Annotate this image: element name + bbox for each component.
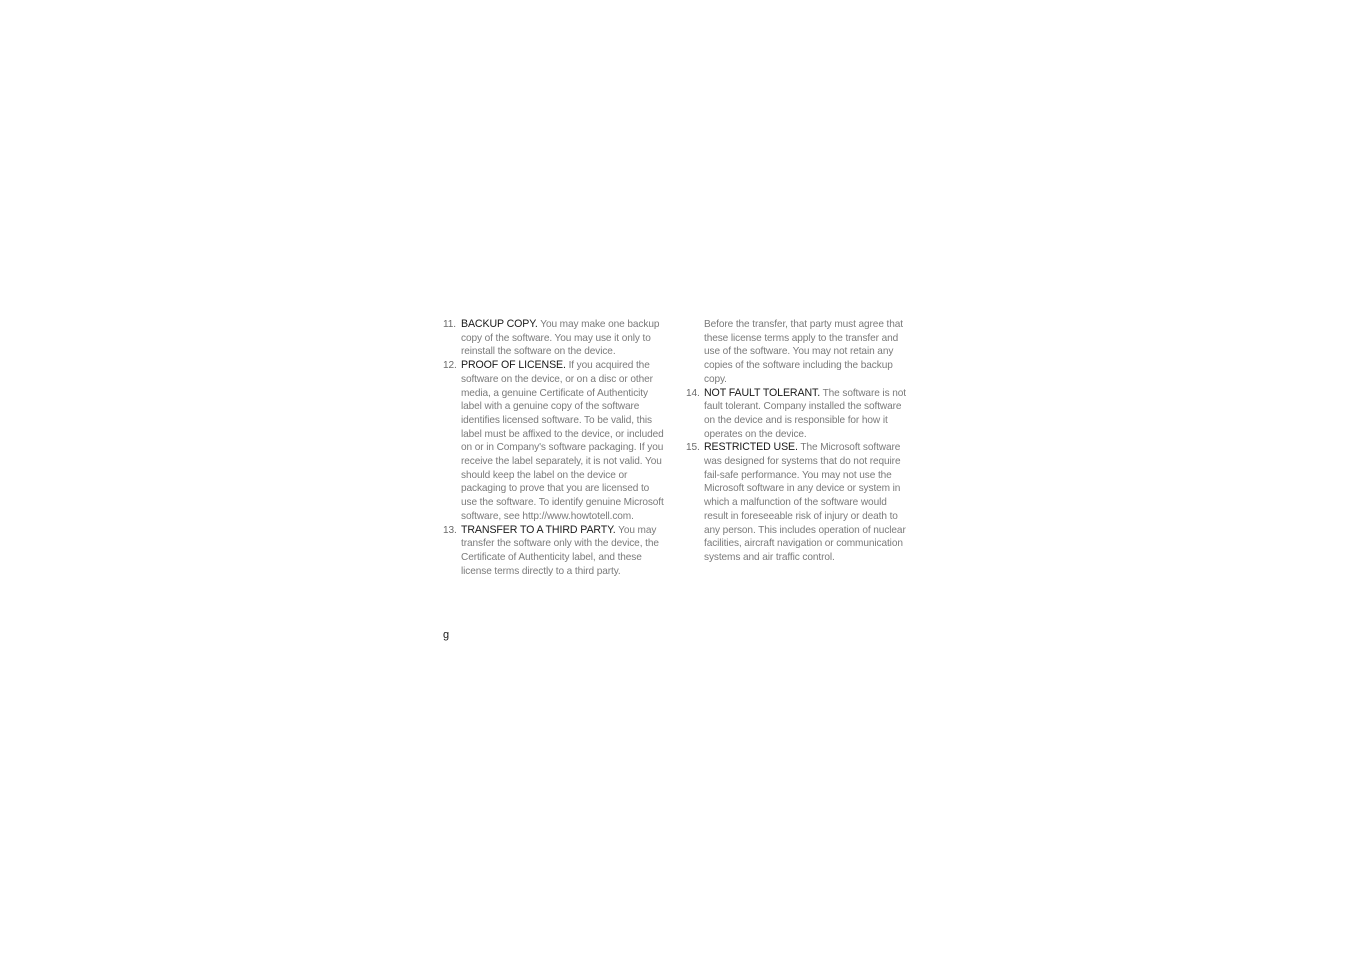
clause-number: 14. xyxy=(686,387,700,399)
clause-13-continuation: Before the transfer, that party must agree that these license terms apply to the transfer and use of the software. You may not retain any copies of the software including the backup copy. xyxy=(704,319,903,385)
clause-body: The Microsoft software was designed for systems that do not require fail-safe performance. You may not use the Microsoft software in any device or system in which a malfunction of the software would result in foreseeable risk of injury or death to any person. This includes operation of nuclear facilities, aircraft navigation or communication systems and air traffic control. xyxy=(704,442,906,563)
clause-11 xyxy=(443,318,665,359)
clause-heading: TRANSFER TO A THIRD PARTY. xyxy=(461,523,616,536)
clause-number: 13. xyxy=(443,524,457,536)
clause-body: You may make one backup copy of the software. You may use it only to reinstall the software on the device. xyxy=(461,319,660,358)
clause-heading: NOT FAULT TOLERANT. xyxy=(704,386,821,399)
right-column xyxy=(686,318,908,565)
clause-body: If you acquired the software on the device, or on a disc or other media, a genuine Certificate of Authenticity label with a genuine copy of the software identifies licensed software. To be valid, this label must be affixed to the device, or included on or in Company's software packaging. If you receive the label separately, it is not valid. You should keep the label on the device or packaging to prove that you are licensed to use the software. To identify genuine Microsoft software, see http://www.howtotell.com. xyxy=(461,360,664,522)
clause-14 xyxy=(686,387,908,442)
clause-number: 12. xyxy=(443,360,457,372)
clause-heading: BACKUP COPY. xyxy=(461,318,538,330)
page-number: g xyxy=(443,629,450,641)
clause-15 xyxy=(686,441,908,564)
left-column xyxy=(443,318,665,578)
clause-heading: RESTRICTED USE. xyxy=(704,441,798,454)
clause-12 xyxy=(443,359,665,523)
clause-13 xyxy=(443,524,665,579)
clause-number: 15. xyxy=(686,442,700,454)
clause-number: 11. xyxy=(443,319,456,330)
clause-body: You may transfer the software only with the device, the Certificate of Authenticity label, and these license terms directly to a third party. xyxy=(461,524,659,577)
clause-heading: PROOF OF LICENSE. xyxy=(461,359,566,372)
clause-body: The software is not fault tolerant. Company installed the software on the device and is responsible for how it operates on the device. xyxy=(704,387,906,440)
